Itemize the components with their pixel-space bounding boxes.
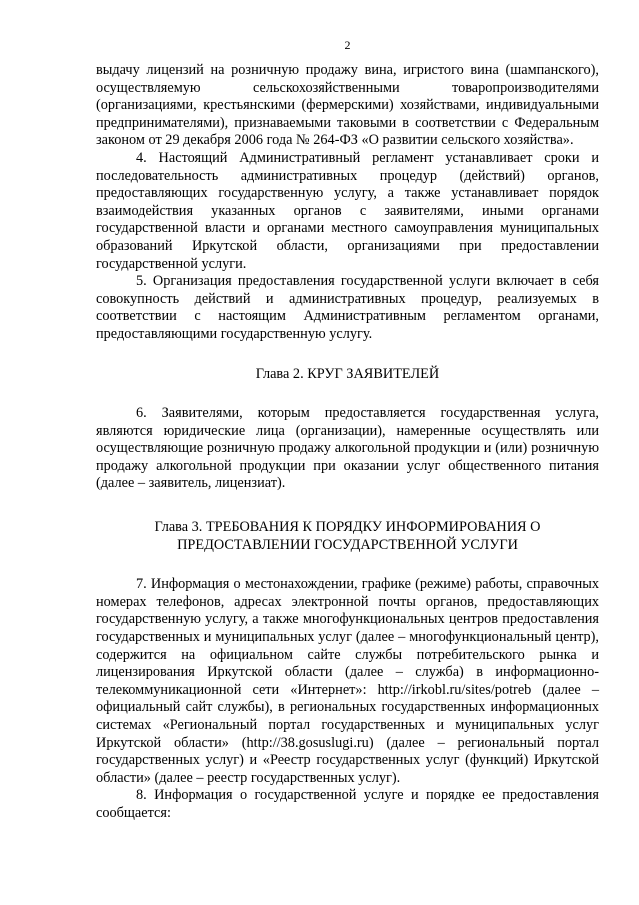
chapter-3-title-line-1: Глава 3. ТРЕБОВАНИЯ К ПОРЯДКУ ИНФОРМИРОВАНИЯ О — [154, 519, 541, 536]
page-number: 2 — [344, 38, 351, 52]
paragraph-continuation: выдачу лицензий на розничную продажу вина, игристого вина (шампанского), осуществляемую сельскохозяйственными товаропроизводителями (организациями, крестьянскими (фермерскими) хозяйствами, индивидуальными предпринимателями), признаваемыми таковыми в соответствии с Федеральным законом от 29 декабря 2006 года № 264-ФЗ «О развитии сельского хозяйства». — [96, 62, 599, 149]
paragraph-6: 6. Заявителями, которым предоставляется государственная услуга, являются юридические лица (организации), намеренные осуществлять или осуществляющие розничную продажу алкогольной продукции и (или) розничную продажу алкогольной продукции при оказании услуг общественного питания (далее – заявитель, лицензиат). — [96, 405, 599, 492]
paragraph-4: 4. Настоящий Административный регламент устанавливает сроки и последовательность административных процедур (действий) органов, предоставляющих государственную услугу, а также устанавливает порядок взаимодействия указанных органов с заявителями, иными органами государственной власти и органами местного самоуправления муниципальных образований Иркутской области, организациями при предоставлении государственной услуги. — [96, 149, 599, 272]
chapter-2-title: Глава 2. КРУГ ЗАЯВИТЕЛЕЙ — [255, 365, 440, 382]
paragraph-8: 8. Информация о государственной услуге и порядке ее предоставления сообщается: — [96, 787, 599, 821]
paragraph-5: 5. Организация предоставления государственной услуги включает в себя совокупность действий и административных процедур, реализуемых в соответствии с настоящим Административным регламентом органами, предоставляющими государственную услугу. — [96, 273, 599, 342]
chapter-3-title — [96, 519, 599, 554]
chapter-3-title-line-2: ПРЕДОСТАВЛЕНИИ ГОСУДАРСТВЕННОЙ УСЛУГИ — [177, 536, 518, 553]
paragraph-7: 7. Информация о местонахождении, графике (режиме) работы, справочных номерах телефонов, адресах электронной почты органов, предоставляющих государственную услугу, а также многофункциональных центров предоставления государственных и муниципальных услуг (далее – многофункциональный центр), содержится на официальном сайте службы потребительского рынка и лицензирования Иркутской области (далее – служба) в информационно-телекоммуникационной сети «Интернет»: http://irkobl.ru/sites/potreb (далее – официальный сайт службы), в региональных государственных информационных системах «Региональный портал государственных и муниципальных услуг Иркутской области» (http://38.gosuslugi.ru) (далее – региональный портал государственных услуг) и «Реестр государственных услуг (функций) Иркутской области» (далее – реестр государственных услуг). — [96, 576, 599, 786]
